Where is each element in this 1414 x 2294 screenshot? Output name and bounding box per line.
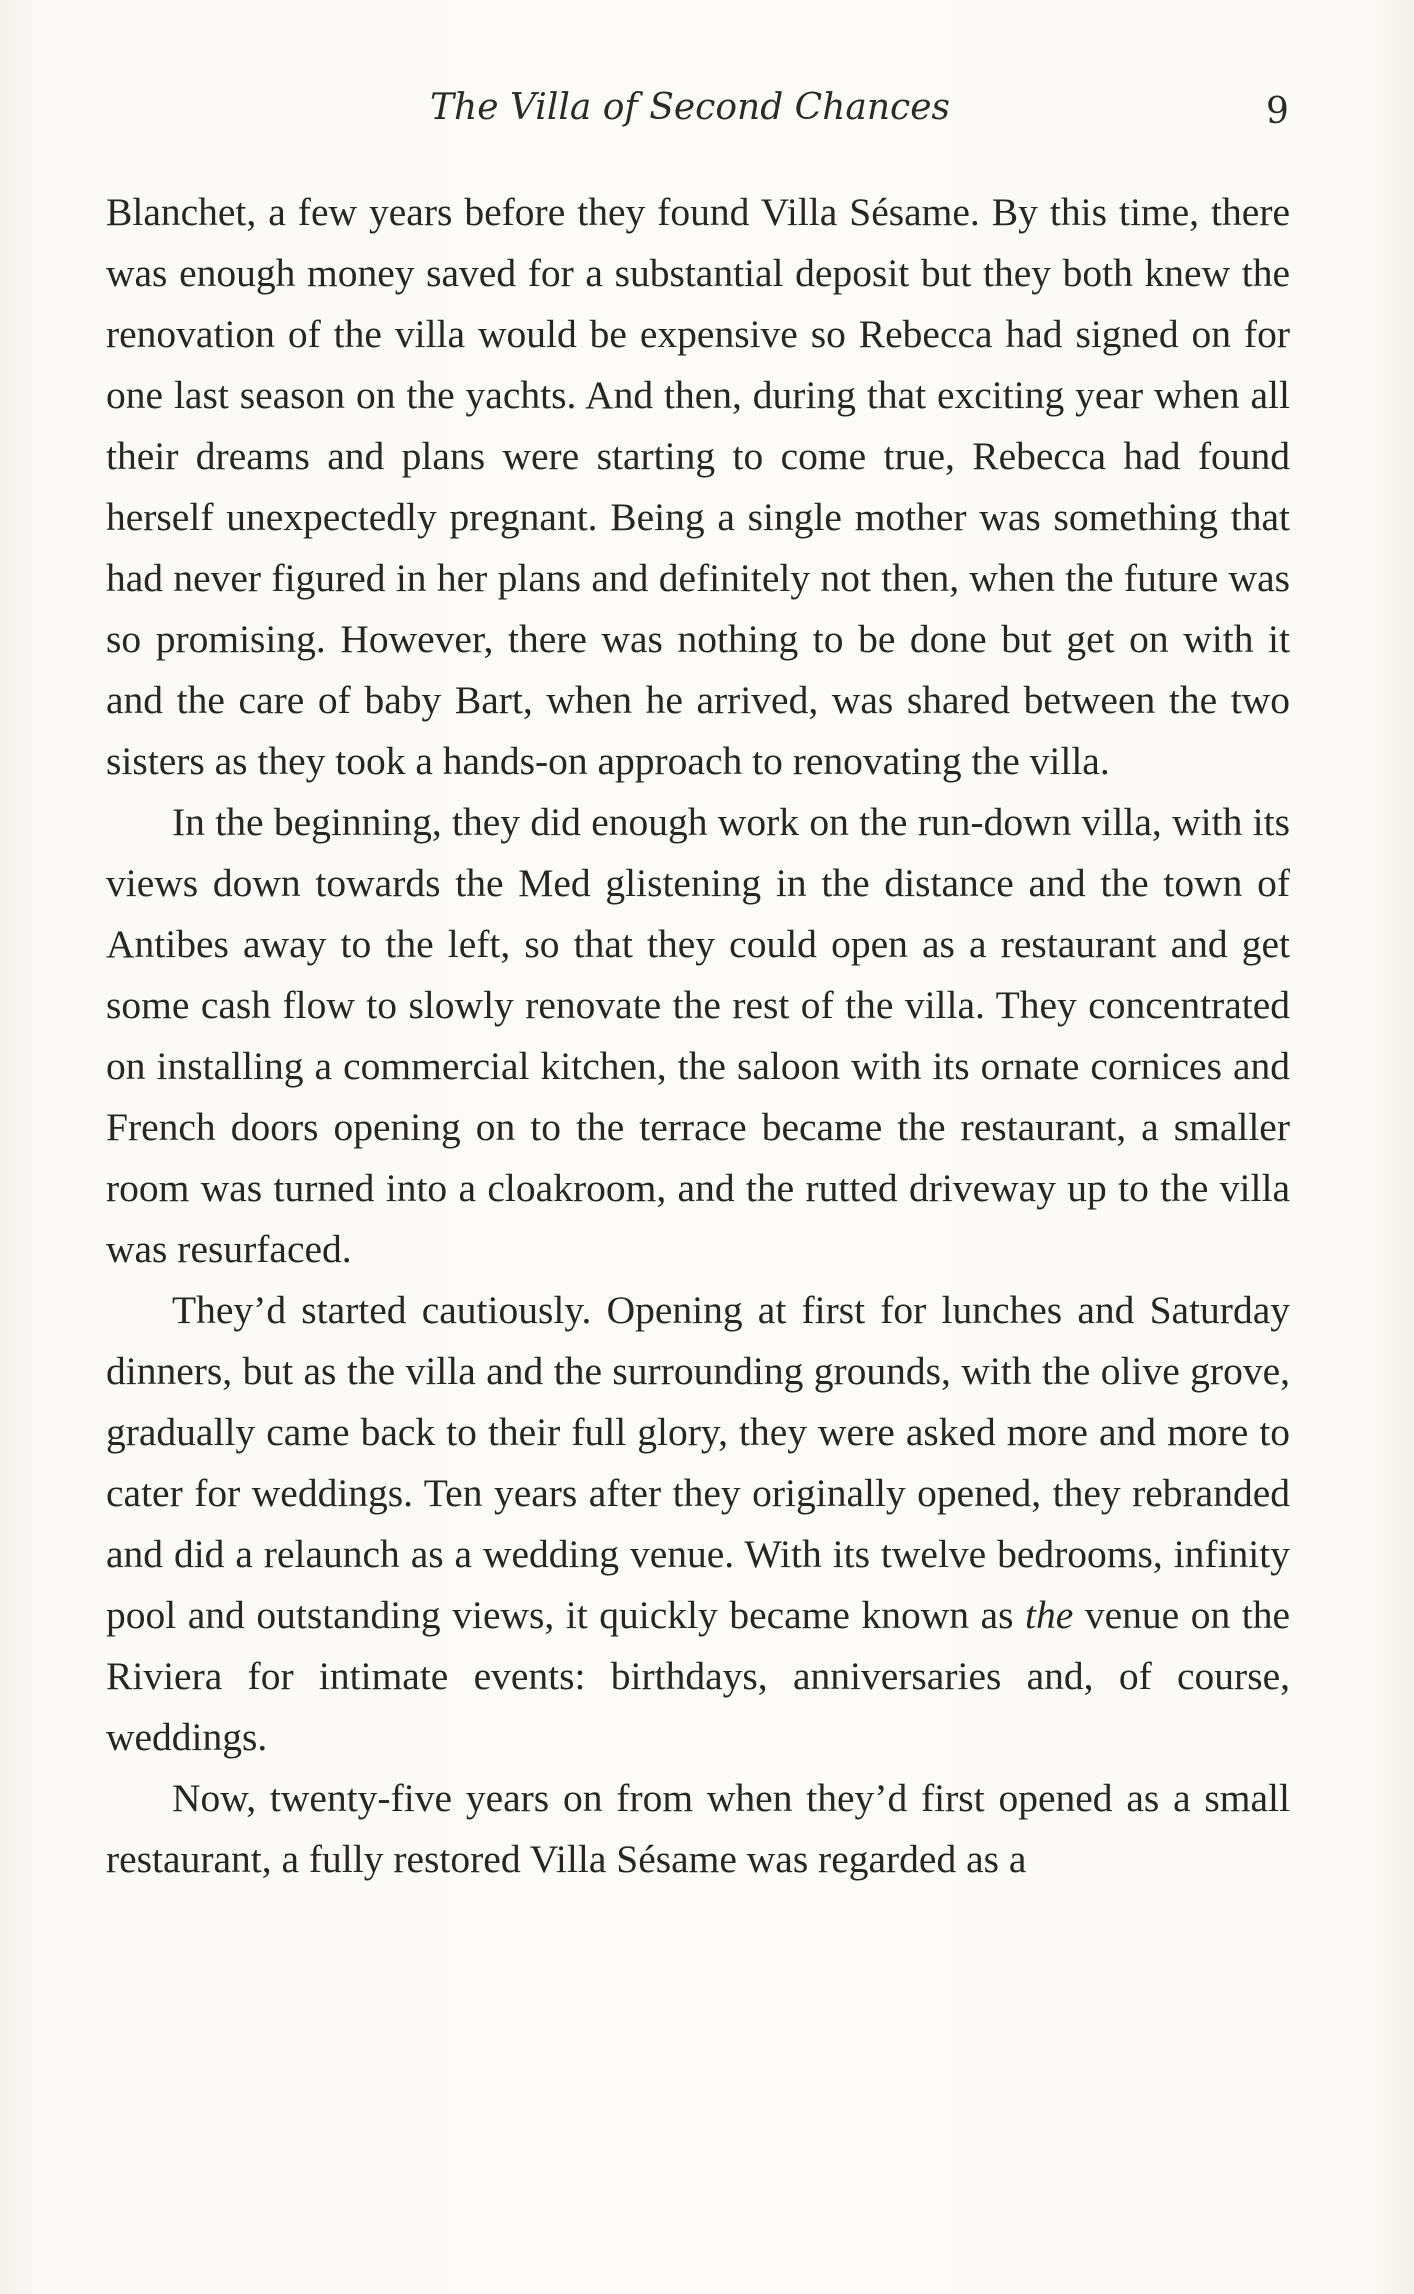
paragraph-3: They’d started cautiously. Opening at first for lunches and Saturday dinners, but as the villa and the surrounding grounds, with the olive grove, gradually came back to their full glory, they were asked more and more to cater for weddings. Ten years after they originally opened, they rebranded and did a relaunch as a wedding venue. With its twelve bedrooms, infinity pool and outstanding views, it quickly became known as the venue on the Riviera for intimate events: birthdays, anniversaries and, of course, weddings.	[106, 1288, 1290, 1759]
body-text	[106, 182, 1290, 1890]
emphasized-word: the	[1025, 1593, 1074, 1637]
paragraph-2: In the beginning, they did enough work on the run-down villa, with its views down towards the Med glistening in the distance and the town of Antibes away to the left, so that they could open as a restaurant and get some cash flow to slowly renovate the rest of the villa. They concentrated on installing a commercial kitchen, the saloon with its ornate cornices and French doors opening on to the terrace became the restaurant, a smaller room was turned into a cloakroom, and the rutted driveway up to the villa was resurfaced.	[106, 800, 1290, 1271]
page-number: 9	[1266, 91, 1289, 132]
paragraph-1: Blanchet, a few years before they found Villa Sésame. By this time, there was enough money saved for a substantial deposit but they both knew the renovation of the villa would be expensive so Rebecca had signed on for one last season on the yachts. And then, during that exciting year when all their dreams and plans were starting to come true, Rebecca had found herself unexpectedly pregnant. Being a single mother was something that had never figured in her plans and definitely not then, when the future was so promising. However, there was nothing to be done but get on with it and the care of baby Bart, when he arrived, was shared between the two sisters as they took a hands-on approach to renovating the villa.	[106, 190, 1290, 783]
running-head	[0, 78, 1414, 138]
paragraph-4: Now, twenty-five years on from when they’d first opened as a small restaurant, a fully restored Villa Sésame was regarded as a	[106, 1776, 1290, 1881]
running-title: The Villa of Second Chances	[430, 87, 950, 128]
